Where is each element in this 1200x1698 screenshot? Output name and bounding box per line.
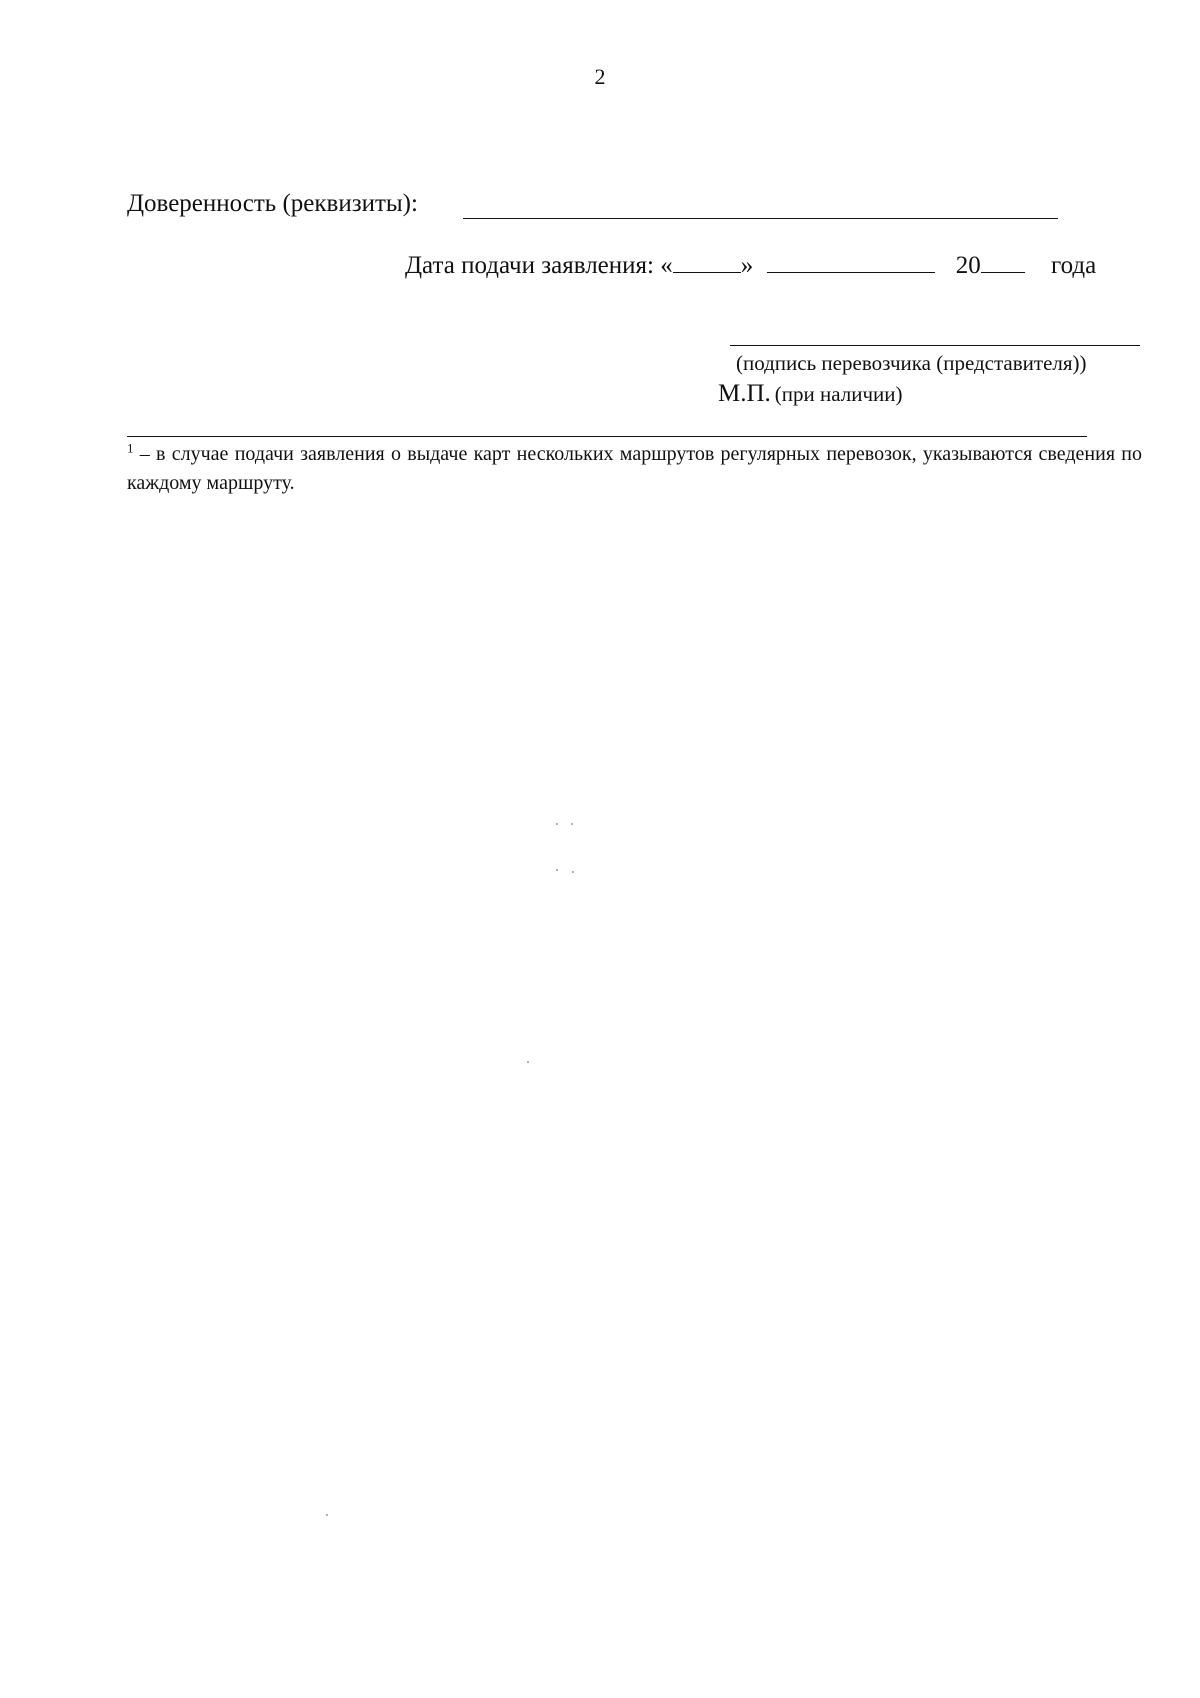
application-date-label: Дата подачи заявления: xyxy=(405,252,654,279)
scan-speck xyxy=(556,869,558,871)
stamp-note: (при наличии) xyxy=(774,382,903,406)
stamp-block xyxy=(718,380,903,408)
year-suffix: года xyxy=(1050,252,1097,279)
year-prefix: 20 xyxy=(955,252,981,279)
power-of-attorney-label: Доверенность (реквизиты): xyxy=(127,190,418,217)
power-of-attorney-field xyxy=(463,218,1058,219)
scan-speck xyxy=(571,823,573,825)
scan-speck xyxy=(326,1514,328,1516)
application-date-row xyxy=(405,252,1096,280)
footnote-separator xyxy=(127,436,1087,437)
close-quote: » xyxy=(740,252,754,279)
open-quote: « xyxy=(660,252,673,279)
page-number: 2 xyxy=(594,64,606,89)
scan-speck xyxy=(572,871,574,873)
footnote-marker: 1 xyxy=(127,440,134,456)
footnote xyxy=(127,440,1142,498)
stamp-label: М.П. xyxy=(718,380,771,407)
signature-caption: (подпись перевозчика (представителя)) xyxy=(736,351,1087,375)
year-blank xyxy=(981,271,1025,273)
signature-line xyxy=(730,345,1140,346)
month-blank xyxy=(767,271,935,273)
scan-speck xyxy=(556,823,558,825)
footnote-text: – в случае подачи заявления о выдаче карт нескольких маршрутов регулярных перевозок, указываются сведения по каждому маршруту. xyxy=(127,443,1142,494)
day-blank xyxy=(673,271,741,273)
scan-speck xyxy=(527,1061,529,1063)
